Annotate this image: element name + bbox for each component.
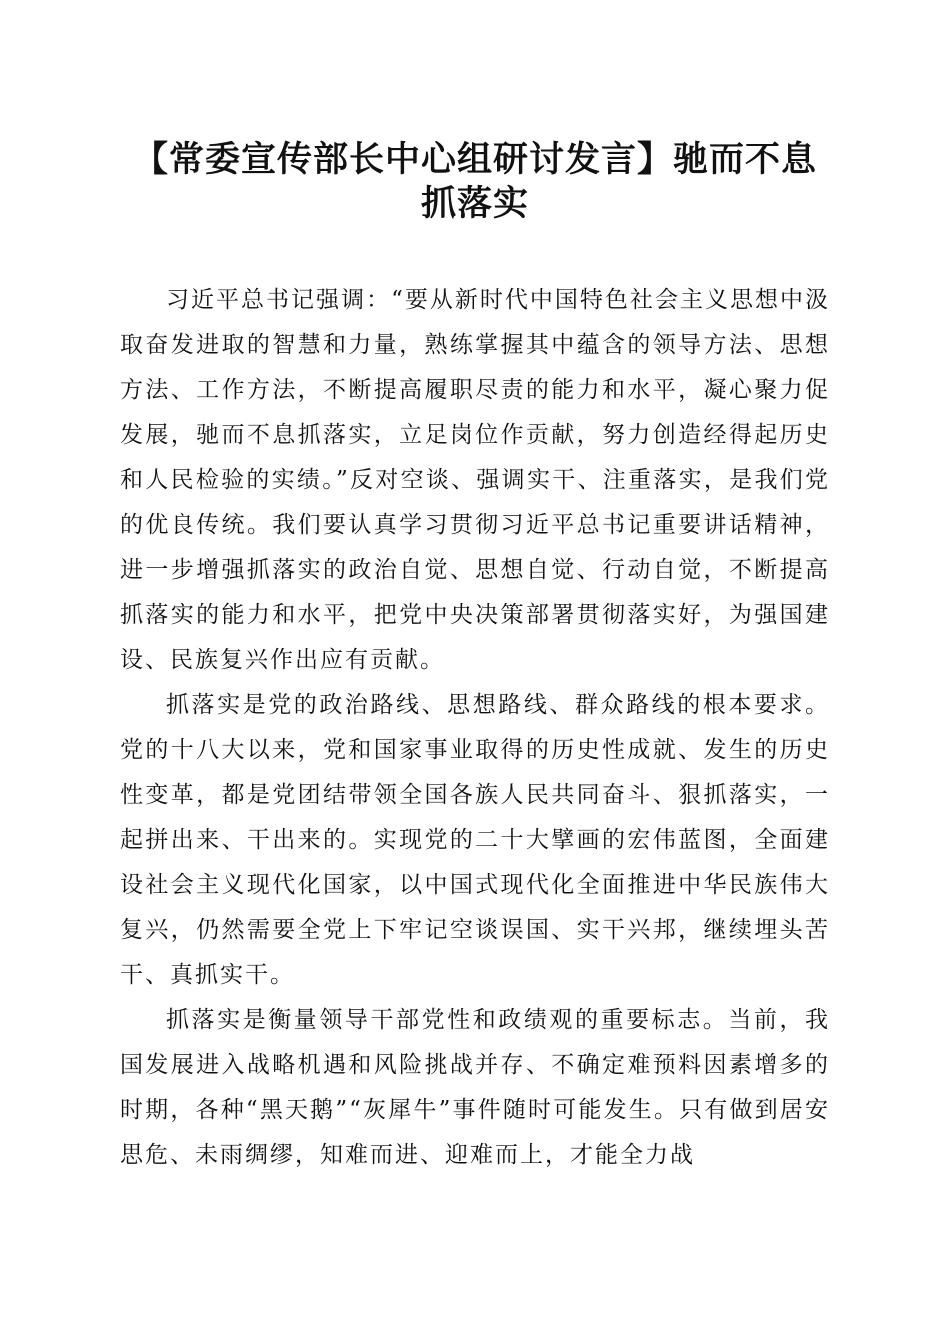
document-title: 【常委宣传部长中心组研讨发言】驰而不息抓落实 xyxy=(132,139,817,224)
paragraph-3: 抓落实是衡量领导干部党性和政绩观的重要标志。当前，我国发展进入战略机遇和风险挑战并存、不确定难预料因素增多的时期，各种“黑天鹅”“灰犀牛”事件随时可能发生。只有做到居安思危、未雨绸缪，知难而进、迎难而上，才能全力战 xyxy=(120,1007,830,1168)
document-body xyxy=(120,278,830,1178)
paragraph-1: 习近平总书记强调：“要从新时代中国特色社会主义思想中汲取奋发进取的智慧和力量，熟练掌握其中蕴含的领导方法、思想方法、工作方法，不断提高履职尽责的能力和水平，凝心聚力促发展，驰而不息抓落实，立足岗位作贡献，努力创造经得起历史和人民检验的实绩。”反对空谈、强调实干、注重落实，是我们党的优良传统。我们要认真学习贯彻习近平总书记重要讲话精神，进一步增强抓落实的政治自觉、思想自觉、行动自觉，不断提高抓落实的能力和水平，把党中央决策部署贯彻落实好，为强国建设、民族复兴作出应有贡献。 xyxy=(120,287,830,673)
paragraph-2: 抓落实是党的政治路线、思想路线、群众路线的根本要求。党的十八大以来，党和国家事业取得的历史性成就、发生的历史性变革，都是党团结带领全国各族人民共同奋斗、狠抓落实，一起拼出来、干出来的。实现党的二十大擘画的宏伟蓝图，全面建设社会主义现代化国家，以中国式现代化全面推进中华民族伟大复兴，仍然需要全党上下牢记空谈误国、实干兴邦，继续埋头苦干、真抓实干。 xyxy=(120,692,830,988)
